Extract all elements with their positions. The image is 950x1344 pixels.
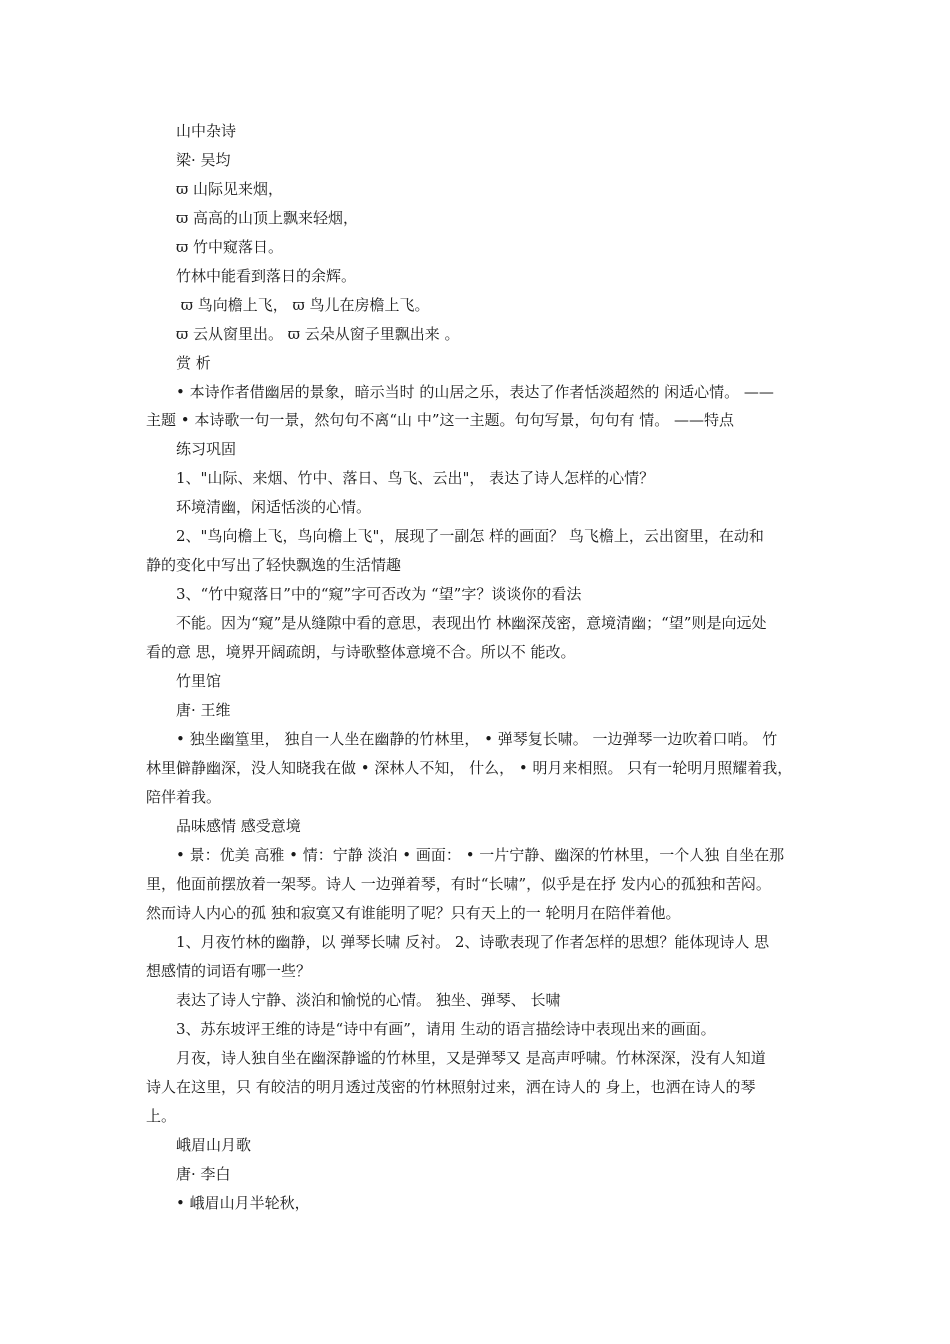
section-heading: 品味感情 感受意境 (176, 817, 301, 835)
question-line: 2、"鸟向檐上飞，鸟向檐上飞"，展现了一副怎 样的画面？ 鸟飞檐上，云出窗里，在动和 (176, 527, 764, 545)
poem-line: ϖ 山际见来烟， (176, 180, 284, 198)
answer-line: 上。 (146, 1107, 177, 1125)
question-line: 3、“竹中窥落日”中的“窥”字可否改为 “望”字？谈谈你的看法 (176, 585, 582, 603)
paragraph-line: 里，他面前摆放着一架琴。诗人 一边弹着琴，有时“长啸”，似乎是在抒 发内心的孤独和苦闷。 (146, 875, 771, 893)
paragraph-line: • 景：优美 高雅 • 情：宁静 淡泊 • 画面： • 一片宁静、幽深的竹林里，一个人独 自坐在那 (176, 846, 785, 864)
poem-line: ϖ 高高的山顶上飘来轻烟， (176, 209, 359, 227)
question-line: 3、苏东坡评王维的诗是“诗中有画”，请用 生动的语言描绘诗中表现出来的画面。 (176, 1020, 716, 1038)
poem-line: • 峨眉山月半轮秋， (176, 1194, 310, 1212)
paragraph-line: 林里僻静幽深，没人知晓我在做 • 深林人不知， 什么， • 明月来相照。 只有一轮明月照耀着我， (146, 759, 793, 777)
poem-author: 唐· 李白 (176, 1165, 231, 1183)
question-line: 1、月夜竹林的幽静，以 弹琴长啸 反衬。 2、诗歌表现了作者怎样的思想？能体现诗人 思 (176, 933, 770, 951)
question-line: 想感情的词语有哪一些？ (146, 962, 312, 980)
answer-line: 表达了诗人宁静、淡泊和愉悦的心情。 独坐、弹琴、 长啸 (176, 991, 561, 1009)
question-line: 静的变化中写出了轻快飘逸的生活情趣 (146, 556, 402, 574)
section-heading: 练习巩固 (176, 440, 237, 458)
poem-line: ϖ 鸟向檐上飞， ϖ 鸟儿在房檐上飞。 (176, 296, 430, 314)
paragraph-line: 主题 • 本诗歌一句一景，然句句不离“山 中”这一主题。句句写景，句句有 情。 ——特点 (146, 411, 735, 429)
section-heading: 赏 析 (176, 354, 211, 372)
answer-line: 月夜，诗人独自坐在幽深静谧的竹林里，又是弹琴又 是高声呼啸。竹林深深，没有人知道 (176, 1049, 766, 1067)
poem-title: 山中杂诗 (176, 122, 237, 140)
answer-line: 环境清幽，闲适恬淡的心情。 (176, 498, 372, 516)
answer-line: 看的意 思，境界开阔疏朗，与诗歌整体意境不合。所以不 能改。 (146, 643, 576, 661)
poem-line: ϖ 云从窗里出。 ϖ 云朵从窗子里飘出来 。 (176, 325, 460, 343)
paragraph-line: 然而诗人内心的孤 独和寂寞又有谁能明了呢？只有天上的一 轮明月在陪伴着他。 (146, 904, 681, 922)
poem-line: 竹林中能看到落日的余辉。 (176, 267, 357, 285)
answer-line: 不能。因为“窥”是从缝隙中看的意思，表现出竹 林幽深茂密，意境清幽；“望”则是向远处 (176, 614, 767, 632)
poem-line: ϖ 竹中窥落日。 (176, 238, 284, 256)
answer-line: 诗人在这里，只 有皎洁的明月透过茂密的竹林照射过来，洒在诗人的 身上，也洒在诗人的琴 (146, 1078, 756, 1096)
question-line: 1、"山际、来烟、竹中、落日、鸟飞、云出"， 表达了诗人怎样的心情？ (176, 469, 655, 487)
poem-title: 峨眉山月歌 (176, 1136, 252, 1154)
paragraph-line: 陪伴着我。 (146, 788, 222, 806)
paragraph-line: • 独坐幽篁里， 独自一人坐在幽静的竹林里， • 弹琴复长啸。 一边弹琴一边吹着口哨。 竹 (176, 730, 778, 748)
poem-author: 梁· 吴均 (176, 151, 231, 169)
paragraph-line: • 本诗作者借幽居的景象，暗示当时 的山居之乐，表达了作者恬淡超然的 闲适心情。 —— (176, 383, 774, 401)
poem-author: 唐· 王维 (176, 701, 231, 719)
poem-title: 竹里馆 (176, 672, 222, 690)
